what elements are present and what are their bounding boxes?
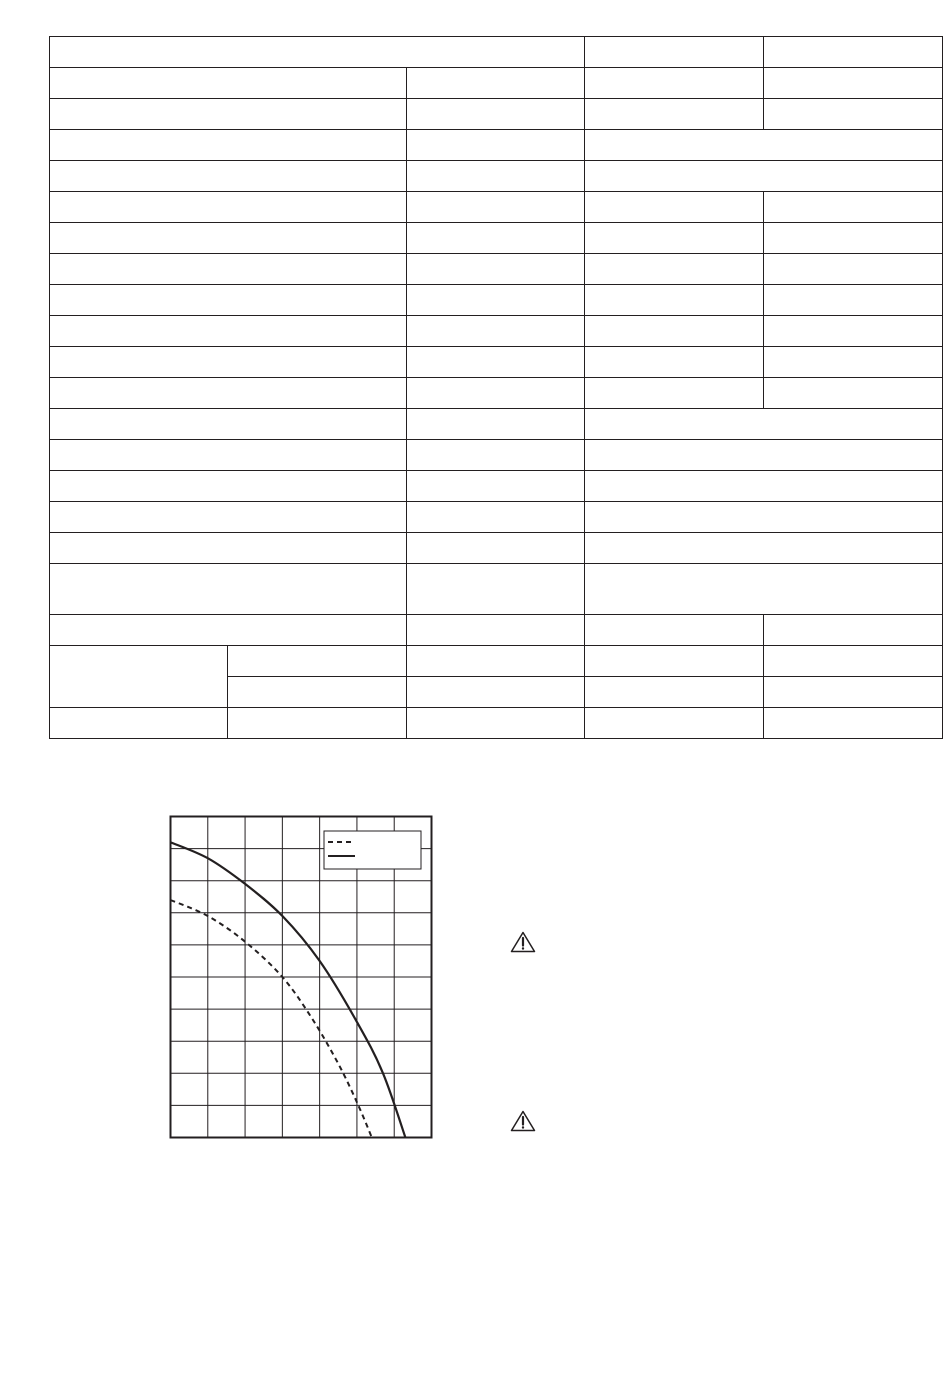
- table-row: [50, 502, 943, 533]
- table-cell: [585, 130, 943, 161]
- performance-chart: [169, 815, 433, 1139]
- table-cell: [50, 646, 228, 708]
- table-cell: [50, 285, 407, 316]
- table-cell: [407, 471, 585, 502]
- table-cell: [764, 677, 943, 708]
- table-cell: [585, 37, 764, 68]
- table-cell: [407, 564, 585, 615]
- table-cell: [407, 502, 585, 533]
- table-cell: [407, 409, 585, 440]
- table-cell: [585, 440, 943, 471]
- table-cell: [50, 223, 407, 254]
- table-cell: [50, 254, 407, 285]
- table-cell: [585, 708, 764, 739]
- table-cell: [407, 130, 585, 161]
- caution-triangle-icon: [510, 931, 536, 953]
- table-cell: [764, 347, 943, 378]
- table-cell: [585, 409, 943, 440]
- table-cell: [407, 347, 585, 378]
- table-row: [50, 347, 943, 378]
- series-dashed-line: [171, 900, 372, 1138]
- table-cell: [585, 615, 764, 646]
- table-cell: [585, 646, 764, 677]
- table-cell: [50, 615, 407, 646]
- table-cell: [50, 37, 585, 68]
- table-cell: [585, 161, 943, 192]
- table-cell: [407, 615, 585, 646]
- table-cell: [407, 440, 585, 471]
- table-row: [50, 223, 943, 254]
- table-cell: [764, 708, 943, 739]
- table-cell: [50, 99, 407, 130]
- table-cell: [50, 440, 407, 471]
- table-cell: [764, 646, 943, 677]
- table-cell: [50, 708, 228, 739]
- table-cell: [50, 161, 407, 192]
- table-cell: [585, 677, 764, 708]
- table-cell: [407, 192, 585, 223]
- table-cell: [764, 192, 943, 223]
- table-row: [50, 646, 943, 677]
- table-row: [50, 130, 943, 161]
- table-cell: [407, 533, 585, 564]
- table-cell: [585, 378, 764, 409]
- table-cell: [50, 533, 407, 564]
- table-cell: [407, 254, 585, 285]
- table-cell: [585, 254, 764, 285]
- table-cell: [764, 254, 943, 285]
- table-cell: [407, 378, 585, 409]
- table-cell: [228, 677, 407, 708]
- table-cell: [50, 471, 407, 502]
- table-cell: [407, 285, 585, 316]
- table-cell: [407, 316, 585, 347]
- table-cell: [50, 316, 407, 347]
- table-cell: [585, 68, 764, 99]
- table-cell: [228, 646, 407, 677]
- table-row: [50, 708, 943, 739]
- table-cell: [764, 99, 943, 130]
- table-cell: [50, 409, 407, 440]
- table-cell: [50, 502, 407, 533]
- table-row: [50, 440, 943, 471]
- table-cell: [50, 378, 407, 409]
- table-cell: [585, 99, 764, 130]
- specifications-table: [49, 36, 943, 739]
- table-cell: [585, 471, 943, 502]
- table-cell: [585, 533, 943, 564]
- table-cell: [50, 347, 407, 378]
- table-cell: [764, 68, 943, 99]
- table-row: [50, 161, 943, 192]
- table-cell: [585, 285, 764, 316]
- series-solid-line: [171, 842, 406, 1137]
- table-cell: [585, 502, 943, 533]
- chart-legend: [324, 831, 421, 869]
- table-row: [50, 378, 943, 409]
- table-cell: [50, 68, 407, 99]
- table-cell: [407, 99, 585, 130]
- table-row: [50, 68, 943, 99]
- table-cell: [50, 130, 407, 161]
- table-cell: [407, 161, 585, 192]
- table-cell: [50, 564, 407, 615]
- table-row: [50, 471, 943, 502]
- table-cell: [585, 347, 764, 378]
- table-row: [50, 37, 943, 68]
- table-row: [50, 192, 943, 223]
- table-row: [50, 615, 943, 646]
- table-cell: [585, 316, 764, 347]
- table-row: [50, 99, 943, 130]
- table-cell: [228, 708, 407, 739]
- table-cell: [407, 708, 585, 739]
- table-cell: [50, 192, 407, 223]
- table-cell: [585, 192, 764, 223]
- table-row: [50, 564, 943, 615]
- caution-triangle-icon: [510, 1110, 536, 1132]
- table-cell: [585, 223, 764, 254]
- table-cell: [764, 37, 943, 68]
- table-cell: [407, 677, 585, 708]
- table-cell: [764, 316, 943, 347]
- table-row: [50, 533, 943, 564]
- table-cell: [764, 285, 943, 316]
- table-cell: [764, 378, 943, 409]
- table-cell: [764, 615, 943, 646]
- table-cell: [407, 646, 585, 677]
- table-cell: [407, 223, 585, 254]
- table-row: [50, 409, 943, 440]
- table-row: [50, 254, 943, 285]
- table-row: [50, 316, 943, 347]
- table-cell: [585, 564, 943, 615]
- table-cell: [764, 223, 943, 254]
- table-cell: [407, 68, 585, 99]
- table-row: [50, 285, 943, 316]
